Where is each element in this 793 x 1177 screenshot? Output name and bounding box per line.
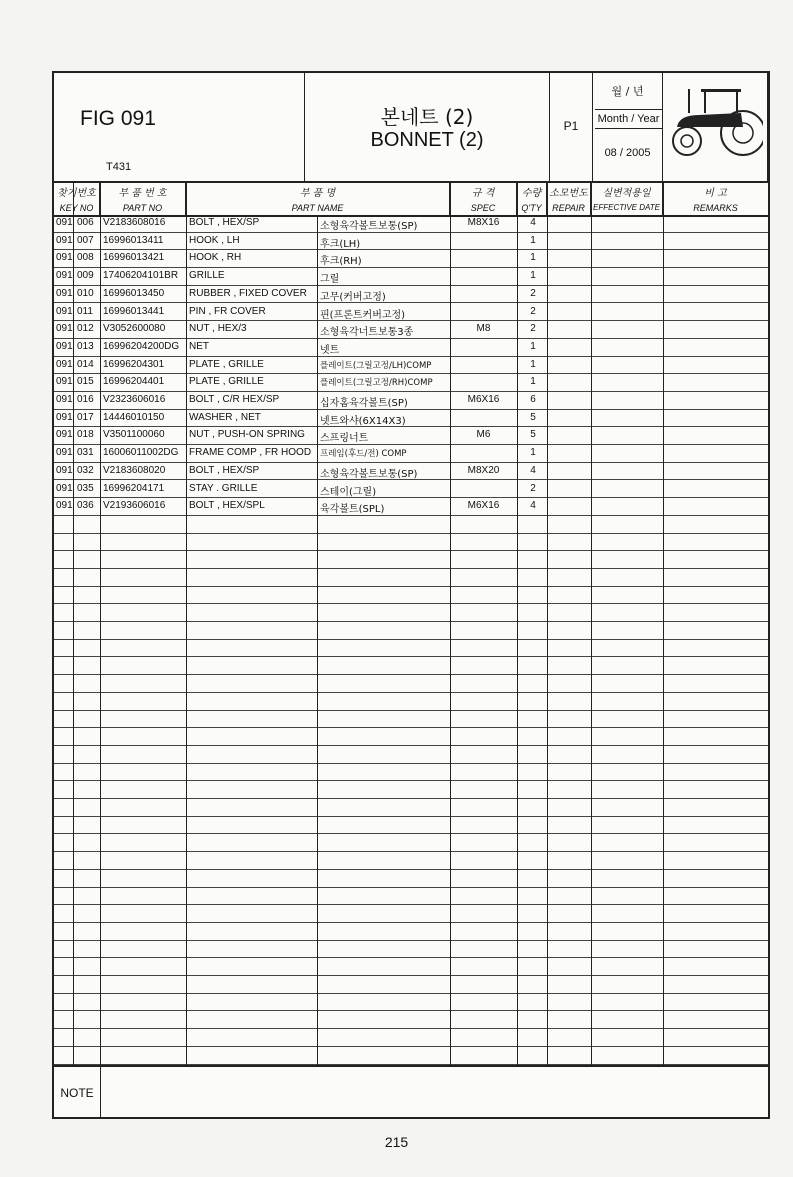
part-number: 16996204401 <box>103 376 165 388</box>
col-part-no: 부 품 번 호 PART NO <box>100 181 186 215</box>
divider <box>517 181 518 1065</box>
table-row <box>54 693 768 711</box>
quantity: 2 <box>530 482 536 494</box>
table-row <box>54 534 768 552</box>
divider <box>591 181 592 1065</box>
part-name-korean: 소형육각볼트보통(SP) <box>320 221 418 232</box>
key-prefix: 091 <box>56 270 73 282</box>
spec: M6X16 <box>467 500 500 512</box>
model-code: T431 <box>106 161 132 173</box>
divider <box>317 215 318 1065</box>
part-number: V2323606016 <box>103 394 166 405</box>
part-name-english: FRAME COMP , FR HOOD <box>189 447 312 459</box>
table-row <box>54 764 768 782</box>
part-name-english: RUBBER , FIXED COVER <box>189 287 307 299</box>
quantity: 1 <box>530 358 536 370</box>
table-row <box>54 604 768 622</box>
table-row <box>54 728 768 746</box>
part-number: 14446010150 <box>103 411 165 423</box>
parts-table-body <box>54 215 768 1065</box>
part-name-korean: 플레이트(그릴고정/LH)COMP <box>320 360 432 371</box>
sheet-header <box>54 73 768 183</box>
key-prefix: 091 <box>56 234 73 246</box>
col-spec: 규 격 SPEC <box>450 181 517 215</box>
table-row <box>54 357 768 375</box>
part-name-korean: 스프링너트 <box>320 433 369 445</box>
table-row <box>54 746 768 764</box>
part-name-english: PIN , FR COVER <box>189 305 266 317</box>
table-row <box>54 286 768 304</box>
quantity: 2 <box>530 323 536 335</box>
table-row <box>54 675 768 693</box>
part-name-korean: 플레이트(그릴고정/RH)COMP <box>320 378 433 389</box>
part-name-english: BOLT , C/R HEX/SP <box>189 394 280 405</box>
part-number: V2183608020 <box>103 464 166 476</box>
divider <box>663 181 664 1065</box>
title-cell <box>305 73 550 181</box>
quantity: 2 <box>530 305 536 317</box>
date-label-english: Month / Year <box>595 109 662 129</box>
part-number: V2183608016 <box>103 217 166 228</box>
page-cell <box>550 73 593 181</box>
figure-number: FIG 091 <box>80 107 156 130</box>
key-prefix: 091 <box>56 482 73 494</box>
part-number: 16996013421 <box>103 252 165 264</box>
key-prefix: 091 <box>56 411 73 423</box>
table-row <box>54 923 768 941</box>
part-name-english: GRILLE <box>189 270 225 282</box>
part-number: 16996013411 <box>103 234 164 246</box>
page-number: 215 <box>384 1134 409 1150</box>
spec: M6 <box>476 429 491 441</box>
quantity: 5 <box>530 429 536 441</box>
key-number: 018 <box>77 429 94 441</box>
key-prefix: 091 <box>56 464 73 476</box>
key-number: 032 <box>77 464 94 476</box>
table-row <box>54 640 768 658</box>
key-prefix: 091 <box>56 500 73 512</box>
table-row <box>54 1029 768 1047</box>
date-label-korean: 월 / 년 <box>611 85 644 98</box>
key-prefix: 091 <box>56 217 73 228</box>
col-effective-date: 실변적용일 EFFECTIVE DATE <box>591 181 663 215</box>
part-number: 16996204301 <box>103 358 165 370</box>
quantity: 1 <box>530 376 536 388</box>
part-name-korean: 후크(RH) <box>320 256 362 268</box>
table-row <box>54 905 768 923</box>
table-row <box>54 799 768 817</box>
note-section <box>54 1065 768 1119</box>
table-row <box>54 445 768 463</box>
key-number: 014 <box>77 358 94 370</box>
spec: M8 <box>476 323 491 335</box>
divider <box>73 181 74 1065</box>
table-row <box>54 958 768 976</box>
tractor-icon <box>669 85 763 165</box>
key-number: 016 <box>77 394 94 405</box>
col-qty: 수량 Q'TY <box>517 181 547 215</box>
table-row <box>54 304 768 322</box>
table-row <box>54 268 768 286</box>
table-row <box>54 551 768 569</box>
part-name-english: NET <box>189 340 209 352</box>
key-prefix: 091 <box>56 305 73 317</box>
part-number: 16996013450 <box>103 287 165 299</box>
part-number: V2193606016 <box>103 500 166 512</box>
part-name-korean: 핀(프론트커버고정) <box>320 309 406 321</box>
table-row <box>54 427 768 445</box>
part-name-english: WASHER , NET <box>189 411 261 423</box>
table-row <box>54 250 768 268</box>
title-english: BONNET (2) <box>370 129 484 151</box>
quantity: 4 <box>530 217 536 228</box>
table-row <box>54 976 768 994</box>
part-name-english: PLATE , GRILLE <box>189 376 264 388</box>
table-row <box>54 622 768 640</box>
key-number: 035 <box>77 482 94 494</box>
table-row <box>54 1012 768 1030</box>
part-number: 16996013441 <box>103 305 165 317</box>
key-number: 006 <box>77 217 94 228</box>
divider <box>547 181 548 1065</box>
table-row <box>54 410 768 428</box>
key-number: 007 <box>77 234 94 246</box>
part-name-korean: 십자홈육각볼트(SP) <box>320 398 408 409</box>
table-row <box>54 215 768 233</box>
table-row <box>54 587 768 605</box>
col-remarks: 비 고 REMARKS <box>693 188 738 213</box>
part-name-english: PLATE , GRILLE <box>189 358 264 370</box>
part-name-english: HOOK , RH <box>189 252 242 264</box>
part-number: 16996204200DG <box>103 340 180 352</box>
table-row <box>54 569 768 587</box>
table-row <box>54 781 768 799</box>
part-name-korean: 프레임(후드/전) COMP <box>320 449 407 460</box>
key-number: 012 <box>77 323 94 335</box>
quantity: 1 <box>530 234 536 246</box>
key-prefix: 091 <box>56 287 73 299</box>
quantity: 1 <box>530 252 536 264</box>
table-row <box>54 835 768 853</box>
title-korean: 본네트 (2) <box>380 105 474 129</box>
quantity: 2 <box>530 287 536 299</box>
parts-sheet <box>52 71 770 1119</box>
key-number: 010 <box>77 287 94 299</box>
table-row <box>54 1047 768 1065</box>
col-part-name: 부 품 명 PART NAME <box>186 181 450 215</box>
part-name-korean: 그릴 <box>320 274 340 286</box>
col-repair: 소모번도 REPAIR <box>547 181 591 215</box>
part-number: V3501100060 <box>103 429 165 441</box>
tractor-cell <box>663 73 768 181</box>
table-row <box>54 870 768 888</box>
table-row <box>54 498 768 516</box>
spec: M6X16 <box>467 394 500 405</box>
quantity: 4 <box>530 464 536 476</box>
part-number: 17406204101BR <box>103 270 179 282</box>
key-prefix: 091 <box>56 323 73 335</box>
quantity: 6 <box>530 394 536 405</box>
figure-cell <box>54 73 305 181</box>
key-prefix: 091 <box>56 429 73 441</box>
spec: M8X20 <box>467 464 500 476</box>
quantity: 1 <box>530 270 536 282</box>
note-label: NOTE <box>54 1067 101 1119</box>
table-row <box>54 711 768 729</box>
part-name-english: STAY . GRILLE <box>189 482 258 494</box>
key-number: 013 <box>77 340 94 352</box>
table-row <box>54 374 768 392</box>
part-name-english: NUT , HEX/3 <box>189 323 247 335</box>
table-row <box>54 233 768 251</box>
spec: M8X16 <box>467 217 500 228</box>
table-row <box>54 516 768 534</box>
divider <box>100 181 101 1065</box>
part-number: 16996204171 <box>103 482 165 494</box>
part-name-english: BOLT , HEX/SP <box>189 217 260 228</box>
key-number: 031 <box>77 447 94 459</box>
table-row <box>54 321 768 339</box>
key-prefix: 091 <box>56 340 73 352</box>
divider <box>186 181 187 1065</box>
quantity: 4 <box>530 500 536 512</box>
part-name-korean: 소형육각볼트보통(SP) <box>320 468 418 480</box>
key-prefix: 091 <box>56 394 73 405</box>
table-row <box>54 817 768 835</box>
table-row <box>54 941 768 959</box>
part-name-korean: 넷트와샤(6X14X3) <box>320 415 406 427</box>
table-row <box>54 888 768 906</box>
part-name-korean: 후크(LH) <box>320 238 361 250</box>
table-row <box>54 392 768 410</box>
key-number: 009 <box>77 270 94 282</box>
part-number: 16006011002DG <box>103 447 179 459</box>
table-row <box>54 658 768 676</box>
key-prefix: 091 <box>56 358 73 370</box>
quantity: 5 <box>530 411 536 423</box>
part-name-english: NUT , PUSH-ON SPRING <box>189 429 305 441</box>
divider <box>450 181 451 1065</box>
key-number: 008 <box>77 252 94 264</box>
part-name-korean: 스테이(그릴) <box>320 486 377 498</box>
part-name-korean: 소형육각너트보통3종 <box>320 327 414 339</box>
key-prefix: 091 <box>56 252 73 264</box>
table-row <box>54 852 768 870</box>
table-row <box>54 994 768 1012</box>
table-row <box>54 339 768 357</box>
key-prefix: 091 <box>56 376 73 388</box>
date-value: 08 / 2005 <box>604 147 651 159</box>
part-name-english: BOLT , HEX/SP <box>189 464 260 476</box>
date-cell <box>593 73 663 181</box>
table-row <box>54 481 768 499</box>
key-number: 036 <box>77 500 94 512</box>
part-name-korean: 육각볼트(SPL) <box>320 504 385 516</box>
part-name-korean: 넷트 <box>320 344 340 356</box>
column-header-row <box>54 181 768 217</box>
part-name-korean: 고무(커버고정) <box>320 291 386 303</box>
key-prefix: 091 <box>56 447 73 459</box>
key-number: 011 <box>77 305 93 317</box>
part-name-english: HOOK , LH <box>189 234 240 246</box>
part-name-english: BOLT , HEX/SPL <box>189 500 265 512</box>
page-label: P1 <box>563 119 579 133</box>
table-row <box>54 463 768 481</box>
quantity: 1 <box>530 340 536 352</box>
quantity: 1 <box>530 447 536 459</box>
col-key: 찾기번호 KEY NO <box>54 181 100 215</box>
key-number: 015 <box>77 376 94 388</box>
part-number: V3052600080 <box>103 323 166 335</box>
key-number: 017 <box>77 411 94 423</box>
